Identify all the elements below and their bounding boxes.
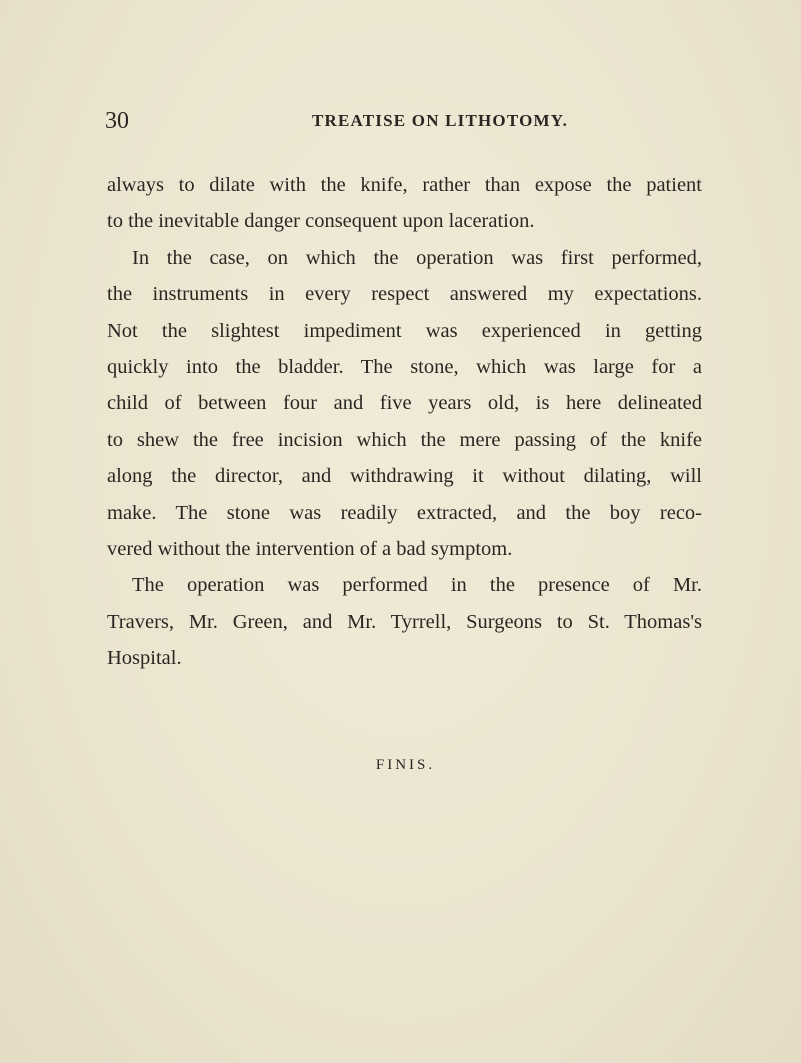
text-line: Travers, Mr. Green, and Mr. Tyrrell, Surgeons to St. Thomas's <box>107 610 702 633</box>
text-line: to the inevitable danger consequent upon laceration. <box>107 210 535 233</box>
text-line: along the director, and withdrawing it without dilating, will <box>107 465 702 488</box>
text-line: to shew the free incision which the mere passing of the knife <box>107 428 702 451</box>
page-header <box>0 101 801 141</box>
text-line: Hospital. <box>107 647 182 670</box>
body-text <box>107 167 702 677</box>
text-line: Not the slightest impediment was experienced in getting <box>107 319 702 342</box>
running-title: TREATISE ON LITHOTOMY. <box>312 111 569 130</box>
text-line: The operation was performed in the presence of Mr. <box>132 574 702 597</box>
page-number: 30 <box>105 108 129 134</box>
text-line: always to dilate with the knife, rather than expose the patient <box>107 174 702 196</box>
text-line: the instruments in every respect answered my expectations. <box>107 283 702 306</box>
text-line: vered without the intervention of a bad symptom. <box>107 538 513 561</box>
text-line: child of between four and five years old, is here delineated <box>107 392 702 415</box>
text-line: In the case, on which the operation was first performed, <box>132 246 702 269</box>
text-line: quickly into the bladder. The stone, which was large for a <box>107 356 702 379</box>
finis-mark: FINIS. <box>375 757 436 773</box>
text-line: make. The stone was readily extracted, and the boy reco- <box>107 501 702 524</box>
